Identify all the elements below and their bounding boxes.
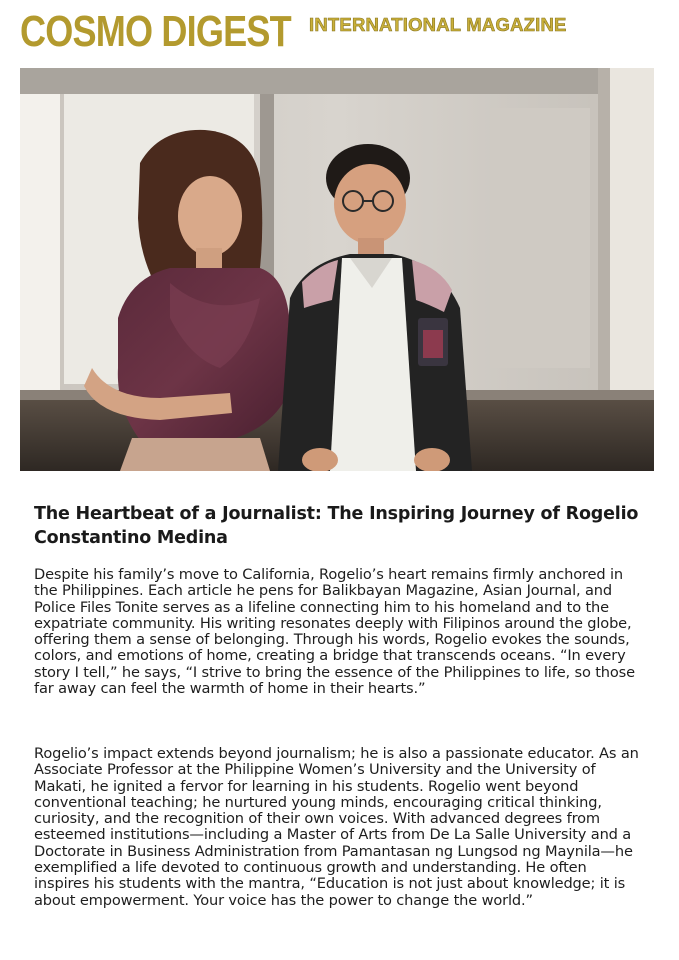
- article-headline: The Heartbeat of a Journalist: The Inspiring Journey of Rogelio Constantino Medina: [34, 504, 639, 548]
- article-photo: [20, 68, 654, 471]
- magazine-logo: COSMO DIGEST: [20, 7, 291, 56]
- article-paragraph-2: Rogelio’s impact extends beyond journalism; he is also a passionate educator. As an Associate Professor at the Philippine Women’s University and the University of Makati, he ignited a fervor for learning in his students. Rogelio went beyond conventional teaching; he nurtured young minds, encouraging critical thinking, curiosity, and the recognition of their own voices. With advanced degrees from esteemed institutions—including a Master of Arts from De La Salle University and a Doctorate in Business Administration from Pamantasan ng Lungsod ng Maynila—he exemplified a life devoted to continuous growth and understanding. He often inspires his students with the mantra, “Education is not just about knowledge; it is about empowerment. Your voice has the power to change the world.”: [34, 745, 639, 909]
- article-paragraph-1: Despite his family’s move to California, Rogelio’s heart remains firmly anchored in the Philippines. Each article he pens for Balikbayan Magazine, Asian Journal, and Police Files Tonite serves as a lifeline connecting him to his homeland and to the expatriate community. His writing resonates deeply with Filipinos around the globe, offering them a sense of belonging. Through his words, Rogelio evokes the sounds, colors, and emotions of home, creating a bridge that transcends oceans. “In every story I tell,” he says, “I strive to bring the essence of the Philippines to life, so those far away can feel the warmth of home in their hearts.”: [34, 566, 635, 698]
- magazine-tagline: INTERNATIONAL MAGAZINE: [309, 14, 567, 35]
- masthead: [0, 0, 679, 64]
